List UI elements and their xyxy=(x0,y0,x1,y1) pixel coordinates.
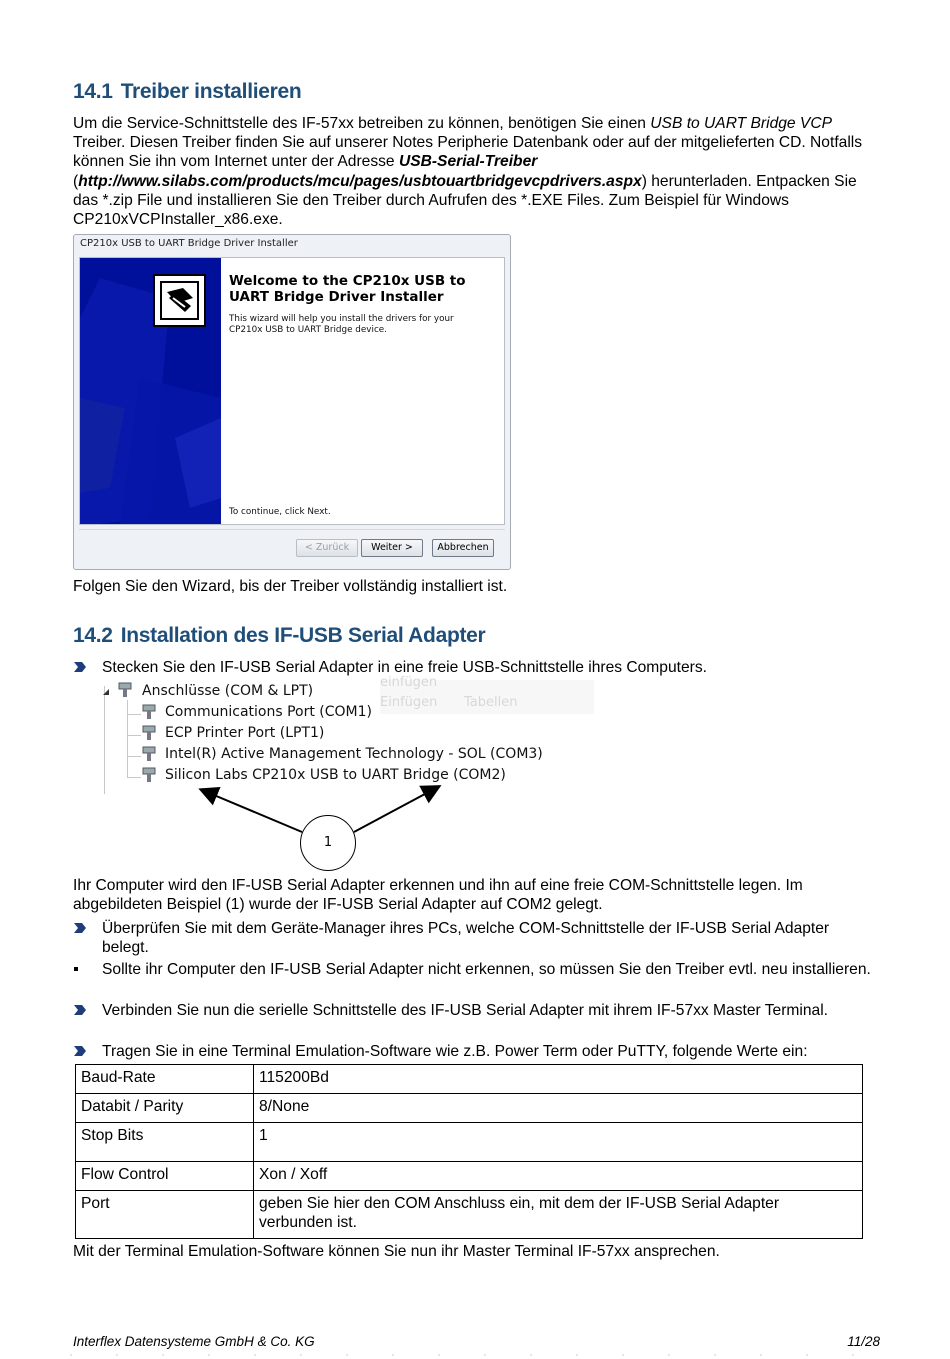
port-connector-icon xyxy=(116,682,134,698)
terminal-settings-table xyxy=(75,1064,863,1239)
ghost-toolbar-label: Einfügen xyxy=(380,695,438,710)
callout-number-1: 1 xyxy=(300,815,356,871)
installer-sidebar xyxy=(80,258,221,524)
table-row xyxy=(76,1065,863,1094)
section-heading-14-2 xyxy=(73,624,485,648)
tree-branch xyxy=(127,777,141,778)
intro-text-2: Treiber. Diesen Treiber finden Sie auf unserer Notes Peripherie Datenbank oder auf der mitgelieferten CD. Notfalls können Sie ihn vom Internet unter der Adresse xyxy=(73,134,863,171)
tree-collapse-arrow-icon[interactable] xyxy=(102,688,110,696)
setting-key: Baud-Rate xyxy=(76,1065,254,1094)
closing-paragraph: Mit der Terminal Emulation-Software können Sie nun ihr Master Terminal IF-57xx ansprechen. xyxy=(73,1243,720,1260)
section-title: Treiber installieren xyxy=(120,80,302,103)
ghost-toolbar-label: einfügen xyxy=(380,675,438,690)
ghost-toolbar-label: Tabellen xyxy=(464,695,518,710)
intro-paren: ( xyxy=(73,172,79,190)
setting-key: Databit / Parity xyxy=(76,1094,254,1123)
footer-rule xyxy=(70,1354,880,1356)
intro-text-3: ) herunterladen. Entpacken Sie das *.zip File und installieren Sie den Treiber durch Aufrufen des *.EXE Files. Zum Beispiel für Windows CP210xVCPInstaller_x86.exe. xyxy=(73,172,857,229)
port-connector-icon xyxy=(140,704,158,720)
back-button[interactable]: < Zurück xyxy=(296,539,358,557)
installer-body xyxy=(79,257,505,525)
port-connector-icon xyxy=(140,725,158,741)
intro-url: http://www.silabs.com/products/mcu/pages/usbtouartbridgevcpdrivers.aspx xyxy=(78,172,642,190)
bullet-square-icon xyxy=(74,967,78,971)
port-connector-icon xyxy=(140,767,158,783)
setting-value: 115200Bd xyxy=(254,1065,863,1094)
tree-branch xyxy=(127,714,141,715)
installer-heading: Welcome to the CP210x USB to UART Bridge Driver Installer xyxy=(229,273,466,305)
table-row xyxy=(76,1123,863,1162)
bullet-arrow-icon xyxy=(73,922,87,934)
intro-link-label: USB-Serial-Treiber xyxy=(398,153,538,171)
wizard-note: Folgen Sie den Wizard, bis der Treiber vollständig installiert ist. xyxy=(73,578,508,595)
detect-paragraph: Ihr Computer wird den IF-USB Serial Adapter erkennen und ihn auf eine freie COM-Schnittstelle legen. Im abgebildeten Beispiel (1) wurde der IF-USB Serial Adapter auf COM2 gelegt. xyxy=(73,877,803,914)
tree-branch xyxy=(127,756,141,757)
footer-company: Interflex Datensysteme GmbH & Co. KG xyxy=(73,1334,315,1349)
setting-key: Port xyxy=(76,1191,254,1239)
setting-key: Flow Control xyxy=(76,1162,254,1191)
cancel-button[interactable]: Abbrechen xyxy=(432,539,494,557)
usb-logo-icon xyxy=(153,274,206,327)
section-title: Installation des IF-USB Serial Adapter xyxy=(120,624,486,647)
setting-key: Stop Bits xyxy=(76,1123,254,1162)
setting-value: 8/None xyxy=(254,1094,863,1123)
bullet-text: Tragen Sie in eine Terminal Emulation-Software wie z.B. Power Term oder PuTTY, folgende Werte ein: xyxy=(102,1043,808,1060)
bullet-text: Überprüfen Sie mit dem Geräte-Manager ihres PCs, welche COM-Schnittstelle der IF-USB Serial Adapter belegt. xyxy=(102,920,830,957)
tree-item-com3[interactable]: Intel(R) Active Management Technology - SOL (COM3) xyxy=(165,746,543,762)
intro-driver-name: USB to UART Bridge VCP xyxy=(650,115,833,132)
bullet-arrow-icon xyxy=(73,661,87,673)
bullet-text: Stecken Sie den IF-USB Serial Adapter in eine freie USB-Schnittstelle ihres Computers. xyxy=(102,659,707,676)
section-number: 14.1 xyxy=(73,80,113,103)
setting-value: 1 xyxy=(254,1123,863,1162)
tree-item-com2[interactable]: Silicon Labs CP210x USB to UART Bridge (COM2) xyxy=(165,767,506,783)
table-row xyxy=(76,1191,863,1239)
tree-branch xyxy=(127,735,141,736)
table-row xyxy=(76,1162,863,1191)
port-connector-icon xyxy=(140,746,158,762)
tree-item-com1[interactable]: Communications Port (COM1) xyxy=(165,704,372,720)
table-row xyxy=(76,1094,863,1123)
installer-description: This wizard will help you install the drivers for your CP210x USB to UART Bridge device. xyxy=(229,314,454,335)
bullet-text: Sollte ihr Computer den IF-USB Serial Adapter nicht erkennen, so müssen Sie den Treiber evtl. neu installieren. xyxy=(102,961,871,978)
section-number: 14.2 xyxy=(73,624,113,647)
installer-window xyxy=(73,234,511,570)
tree-item-lpt1[interactable]: ECP Printer Port (LPT1) xyxy=(165,725,325,741)
section-heading-14-1 xyxy=(73,80,301,104)
bullet-arrow-icon xyxy=(73,1045,87,1057)
setting-value: geben Sie hier den COM Anschluss ein, mit dem der IF-USB Serial Adapter verbunden ist. xyxy=(254,1191,863,1239)
installer-divider xyxy=(79,529,505,530)
bullet-arrow-icon xyxy=(73,1004,87,1016)
tree-guide-line xyxy=(127,700,128,778)
bullet-text: Verbinden Sie nun die serielle Schnittstelle des IF-USB Serial Adapter mit ihrem IF-57xx Master Terminal. xyxy=(102,1002,829,1019)
installer-continue-hint: To continue, click Next. xyxy=(229,507,331,517)
installer-window-title: CP210x USB to UART Bridge Driver Installer xyxy=(80,238,298,249)
intro-paragraph xyxy=(73,114,873,229)
tree-root-ports[interactable]: Anschlüsse (COM & LPT) xyxy=(142,683,314,699)
next-button[interactable]: Weiter > xyxy=(361,539,423,557)
intro-text-1: Um die Service-Schnittstelle des IF-57xx betreiben zu können, benötigen Sie einen xyxy=(73,115,651,132)
footer-page-number: 11/28 xyxy=(847,1334,880,1349)
setting-value: Xon / Xoff xyxy=(254,1162,863,1191)
tree-guide-line xyxy=(104,686,105,794)
